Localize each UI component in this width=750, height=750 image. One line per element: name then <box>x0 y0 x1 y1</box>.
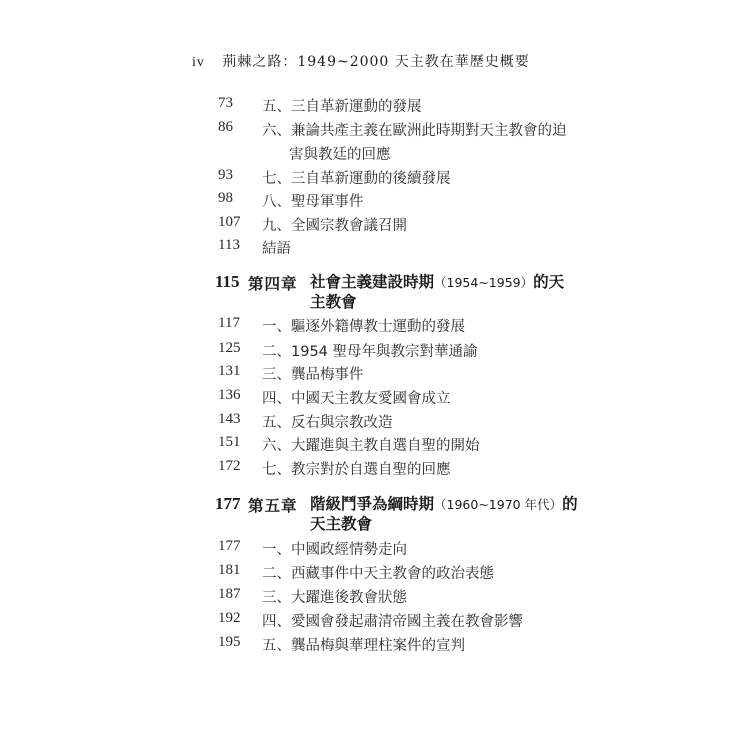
entry-title: 三、龔品梅事件 <box>262 367 364 383</box>
chapter-title-line2: 天主教會 <box>310 515 373 533</box>
entry-title: 三、大躍進後教會狀態 <box>262 590 407 606</box>
entry-page-number: 143 <box>218 411 241 427</box>
entry-title: 六、大躍進與主教自選自聖的開始 <box>262 438 480 454</box>
entry-title: 七、三自革新運動的後續發展 <box>262 171 451 187</box>
entry-title: 二、1954 聖母年與教宗對華通諭 <box>262 344 478 360</box>
chapter-title-line2: 主教會 <box>310 293 357 311</box>
entry-page-number: 113 <box>218 237 240 253</box>
entry-page-number: 93 <box>218 167 233 183</box>
entry-title: 九、全國宗教會議召開 <box>262 218 407 234</box>
entry-title: 八、聖母軍事件 <box>262 194 364 210</box>
entry-page-number: 86 <box>218 119 233 135</box>
entry-page-number: 73 <box>218 95 233 111</box>
chapter-label: 第五章 <box>248 497 298 515</box>
entry-title: 四、中國天主教友愛國會成立 <box>262 391 451 407</box>
entry-page-number: 181 <box>218 562 241 578</box>
chapter-page-number: 177 <box>215 494 241 513</box>
entry-page-number: 192 <box>218 610 241 626</box>
entry-title: 一、中國政經情勢走向 <box>262 542 407 558</box>
chapter-title-period: （1960~1970 年代） <box>434 497 563 512</box>
entry-page-number: 117 <box>218 315 240 331</box>
entry-page-number: 187 <box>218 586 241 602</box>
entry-page-number: 195 <box>218 634 241 650</box>
entry-title: 七、教宗對於自選自聖的回應 <box>262 462 451 478</box>
entry-page-number: 136 <box>218 387 241 403</box>
entry-page-number: 131 <box>218 363 241 379</box>
entry-title: 五、三自革新運動的發展 <box>262 99 422 115</box>
chapter-title-text: 的 <box>562 495 578 513</box>
entry-page-number: 177 <box>218 538 241 554</box>
chapter-page-number: 115 <box>215 272 240 291</box>
entry-title: 結語 <box>262 241 291 257</box>
page-folio: iv <box>192 55 205 70</box>
book-title: 荊棘之路：1949~2000 天主教在華歷史概要 <box>222 54 530 70</box>
entry-title: 五、龔品梅與華理柱案件的宣判 <box>262 638 465 654</box>
entry-page-number: 125 <box>218 340 241 356</box>
entry-title-continuation: 害與教廷的回應 <box>289 147 391 163</box>
entry-page-number: 98 <box>218 190 233 206</box>
entry-page-number: 107 <box>218 214 241 230</box>
entry-title: 六、兼論共產主義在歐洲此時期對天主教會的迫 <box>262 123 567 139</box>
chapter-label: 第四章 <box>248 275 298 293</box>
chapter-title-text: 社會主義建設時期 <box>310 273 435 291</box>
chapter-title-text: 階級鬥爭為綱時期 <box>310 495 435 513</box>
entry-page-number: 151 <box>218 434 241 450</box>
chapter-title-period: （1954~1959） <box>434 275 534 290</box>
chapter-title-text: 的天 <box>533 273 565 291</box>
entry-title: 一、驅逐外籍傳教士運動的發展 <box>262 319 465 335</box>
entry-title: 四、愛國會發起肅清帝國主義在教會影響 <box>262 614 523 630</box>
running-header <box>192 51 530 71</box>
entry-title: 五、反右與宗教改造 <box>262 415 393 431</box>
entry-title: 二、西藏事件中天主教會的政治表態 <box>262 566 494 582</box>
entry-page-number: 172 <box>218 458 241 474</box>
